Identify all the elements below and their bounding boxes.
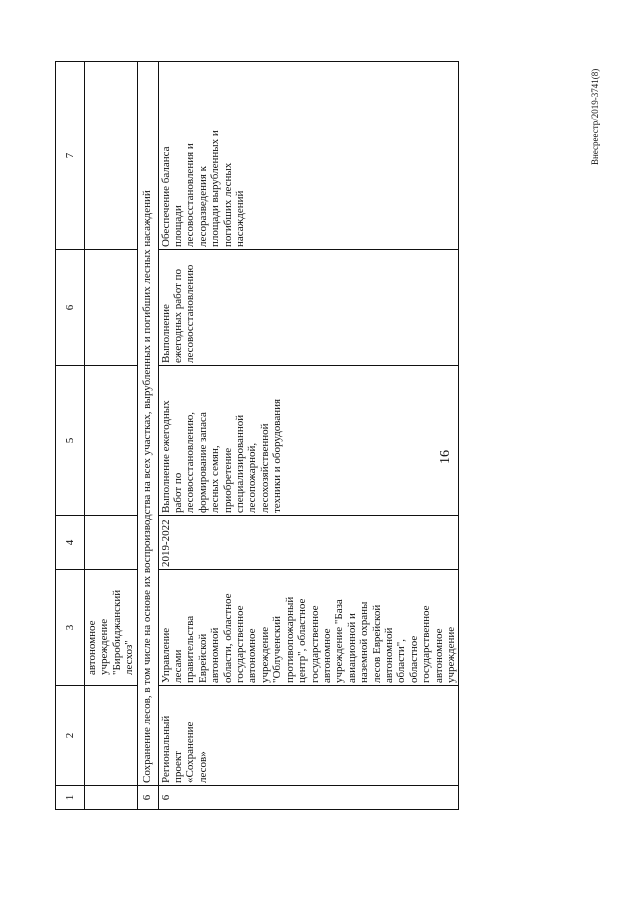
empty-cell [85,786,138,810]
header-cell: 2 [56,686,85,786]
page-number: 16 [438,450,453,464]
continuation-row [85,62,138,810]
section-number: 6 [137,786,158,810]
period-cell: 2019-2022 [158,516,459,570]
result-cell: Выполнение ежегодных работ по лесовосстановлению [158,250,459,366]
executor-cell: автономное учреждение "Биробиджанский лесхоз" [85,570,138,686]
empty-cell [85,366,138,516]
empty-cell [85,250,138,366]
empty-cell [85,686,138,786]
header-cell: 4 [56,516,85,570]
header-cell: 6 [56,250,85,366]
executor-cell: Управление лесами правительства Еврейской автономной области, областное государственное автономное учреждение "Облученский противопожарный центр", областное государственное автономное учреждение "База авиационной и наземной охраны лесов Еврейской автономной области", областное государственное автономное учреждение [158,570,459,686]
header-cell: 5 [56,366,85,516]
project-cell: Региональный проект «Сохранение лесов» [158,686,459,786]
header-row [56,62,85,810]
table-row [158,62,459,810]
document-table [55,61,459,810]
task-cell: Выполнение ежегодных работ по лесовосстановлению, формирование запаса лесных семян, приобретение специализированной лесопожарной, лесохозяйственной техники и оборудования [158,366,459,516]
empty-cell [85,516,138,570]
header-cell: 7 [56,62,85,250]
indicator-cell: Обеспечение баланса площади лесовосстановления и лесоразведения к площади вырубленных и погибших лесных насаждений [158,62,459,250]
empty-cell [85,62,138,250]
row-number: 6 [158,786,459,810]
section-row [137,62,158,810]
section-title: Сохранение лесов, в том числе на основе их воспроизводства на всех участках, вырубленных и погибших лесных насаждений [137,62,158,786]
footer-code: Внесреестр/2019-3741(8) [590,68,600,165]
header-cell: 3 [56,570,85,686]
header-cell: 1 [56,786,85,810]
